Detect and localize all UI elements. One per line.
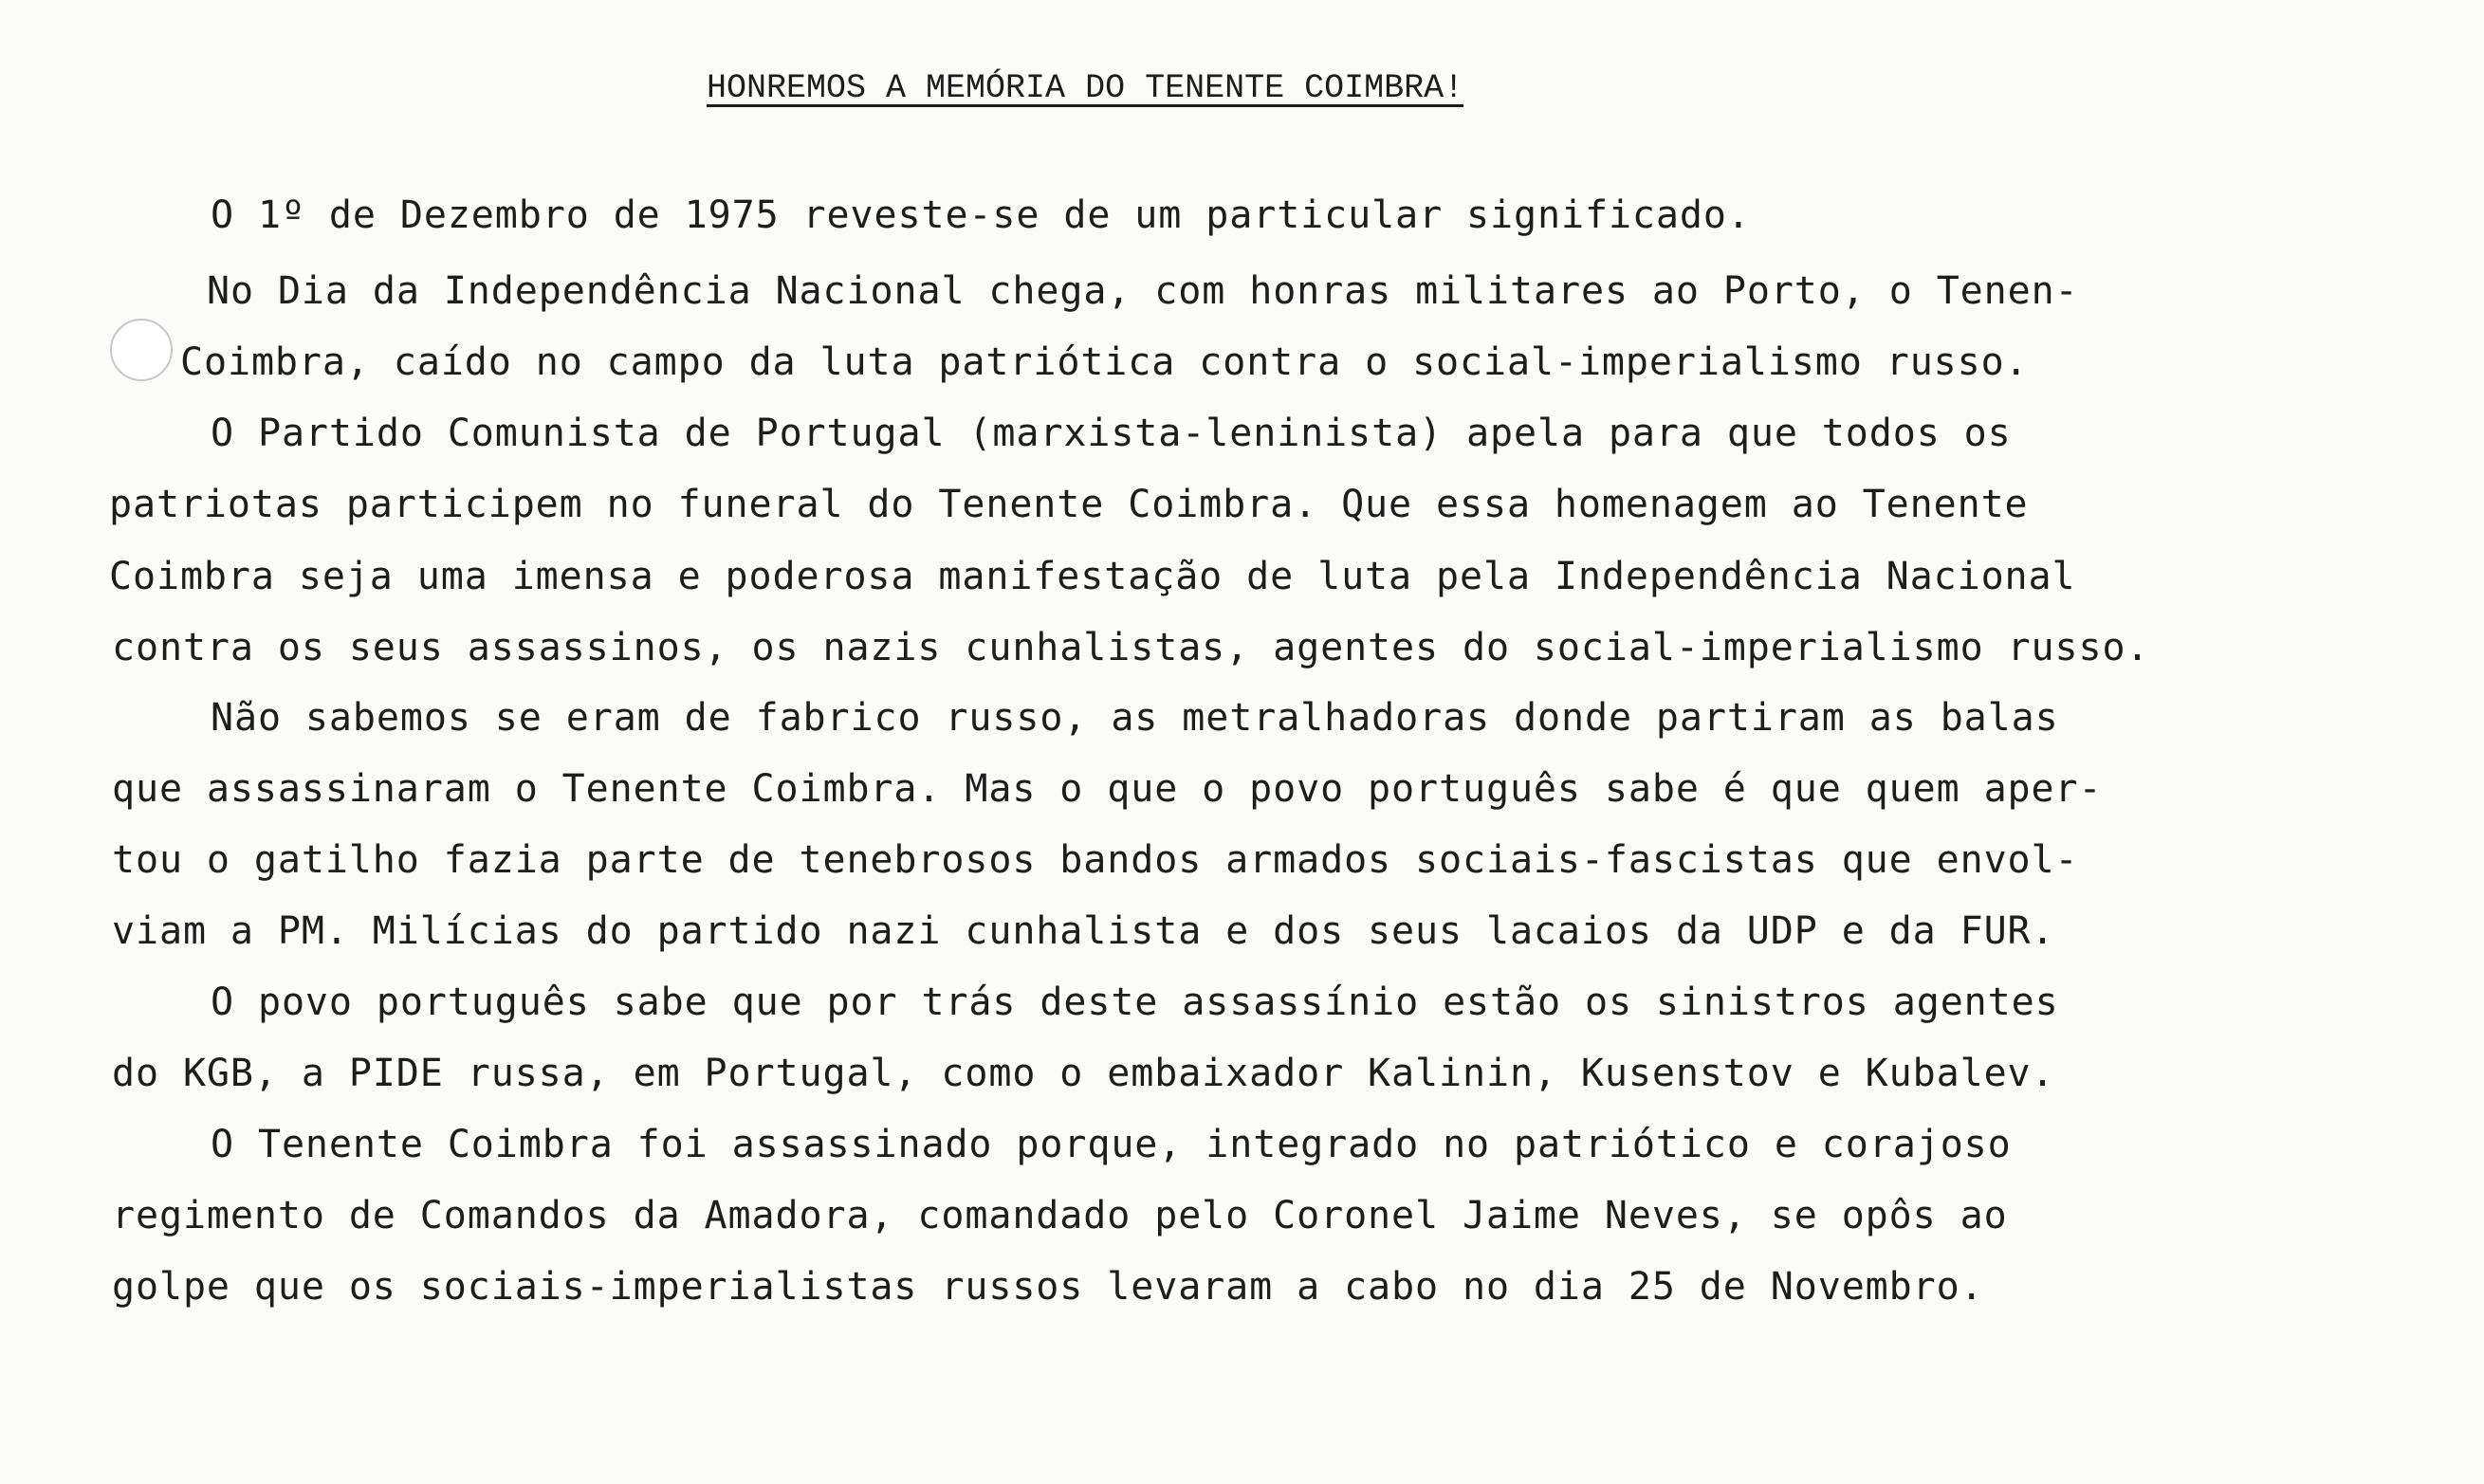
text-line-16: golpe que os sociais-imperialistas russos levaram a cabo no dia 25 de Novembro. — [112, 1265, 1984, 1309]
text-line-5: patriotas participem no funeral do Tenente Coimbra. Que essa homenagem ao Tenente — [109, 483, 2029, 526]
text-line-8: Não sabemos se eram de fabrico russo, as metralhadoras donde partiram as balas — [211, 696, 2059, 740]
text-line-10: tou o gatilho fazia parte de tenebrosos bandos armados sociais-fascistas que envol- — [112, 838, 2079, 882]
text-line-13: do KGB, a PIDE russa, em Portugal, como o embaixador Kalinin, Kusenstov e Kubalev. — [112, 1052, 2055, 1095]
text-line-14: O Tenente Coimbra foi assassinado porque, integrado no patriótico e corajoso — [211, 1123, 2012, 1166]
text-line-12: O povo português sabe que por trás deste assassínio estão os sinistros agentes — [211, 980, 2059, 1024]
text-line-4: O Partido Comunista de Portugal (marxista-leninista) apela para que todos os — [211, 412, 2012, 455]
text-line-2: No Dia da Independência Nacional chega, com honras militares ao Porto, o Tenen- — [207, 269, 2079, 313]
text-line-6: Coimbra seja uma imensa e poderosa manifestação de luta pela Independência Nacional — [109, 555, 2076, 598]
text-line-9: que assassinaram o Tenente Coimbra. Mas o que o povo português sabe é que quem aper- — [112, 767, 2103, 811]
text-line-7: contra os seus assassinos, os nazis cunhalistas, agentes do social-imperialismo russo. — [112, 626, 2150, 669]
text-line-3: Coimbra, caído no campo da luta patriótica contra o social-imperialismo russo. — [180, 340, 2029, 384]
document-title: HONREMOS A MEMÓRIA DO TENENTE COIMBRA! — [707, 69, 1464, 107]
punch-hole — [110, 319, 173, 381]
text-line-11: viam a PM. Milícias do partido nazi cunhalista e dos seus lacaios da UDP e da FUR. — [112, 909, 2055, 953]
text-line-1: O 1º de Dezembro de 1975 reveste-se de um particular significado. — [211, 193, 1751, 237]
text-line-15: regimento de Comandos da Amadora, comandado pelo Coronel Jaime Neves, se opôs ao — [112, 1194, 2008, 1237]
